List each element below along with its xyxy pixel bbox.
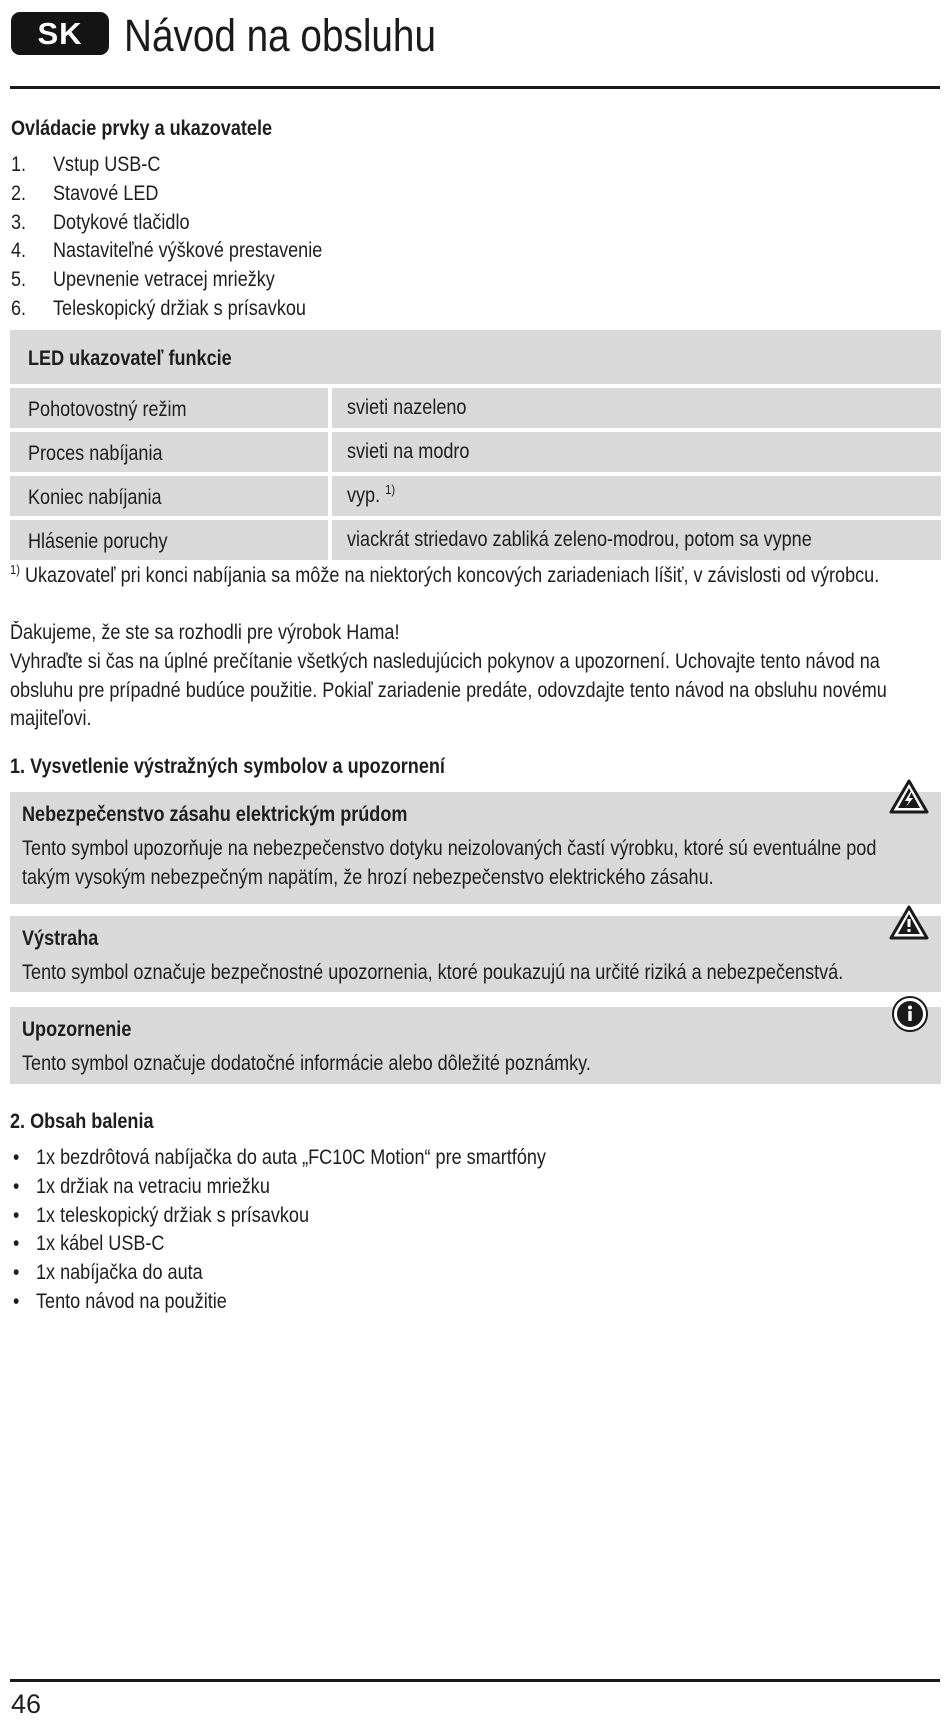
list-item-number: 6.	[11, 296, 27, 320]
footnote-mark: 1)	[10, 562, 20, 577]
table-cell-indication: viackrát striedavo zabliká zeleno-modrou, potom sa vypne	[347, 528, 812, 551]
intro-line: majiteľovi.	[10, 707, 92, 731]
bullet: •	[13, 1232, 20, 1256]
list-item-label: Dotykové tlačidlo	[53, 210, 190, 234]
table-row	[10, 516, 941, 560]
box-text: Tento symbol upozorňuje na nebezpečenstvo dotyku neizolovaných častí výrobku, ktoré sú eventuálne pod	[22, 837, 877, 860]
table-title: LED ukazovateľ funkcie	[28, 347, 232, 370]
bullet: •	[13, 1289, 20, 1313]
list-item-label: Vstup USB-C	[53, 153, 161, 176]
bullet: •	[13, 1261, 20, 1285]
column-divider	[328, 520, 332, 560]
table-cell-indication: svieti na modro	[347, 440, 470, 463]
page-number: 46	[11, 1689, 42, 1719]
list-item-number: 4.	[11, 239, 27, 263]
column-divider	[328, 388, 332, 428]
list-item-label: Stavové LED	[53, 181, 159, 205]
electric-hazard-icon	[889, 779, 929, 815]
box-text: Tento symbol označuje dodatočné informácie alebo dôležité poznámky.	[22, 1052, 591, 1075]
table-row	[10, 472, 941, 516]
box-title: Upozornenie	[22, 1018, 132, 1041]
table-cell-indication: svieti nazeleno	[347, 396, 467, 419]
header-rule	[10, 86, 940, 89]
intro-paragraph	[10, 618, 950, 733]
table-cell-state: Proces nabíjania	[28, 442, 163, 465]
led-indicator-table	[10, 330, 941, 560]
list-item-number: 1.	[11, 153, 27, 176]
section-1-title: 1. Vysvetlenie výstražných symbolov a upozornení	[10, 755, 445, 778]
electric-hazard-box	[10, 792, 941, 904]
controls-title: Ovládacie prvky a ukazovatele	[11, 117, 273, 140]
warning-box	[10, 916, 941, 992]
list-item-number: 3.	[11, 210, 27, 234]
bullet: •	[13, 1174, 20, 1198]
section-2-title: 2. Obsah balenia	[10, 1110, 154, 1133]
intro-line: obsluhu pre prípadné budúce použitie. Pokiaľ zariadenie predáte, odovzdajte tento návod na obsluhu novému	[10, 678, 887, 702]
box-title: Výstraha	[22, 927, 99, 950]
table-footnote: $^{1)}$ Ukazovateľ pri konci nabíjania sa môže na niektorých koncových zariadeniach líšiť, v závislosti od výrobcu.	[10, 562, 880, 587]
table-cell-indication: vyp. $^{1)}$	[347, 482, 396, 507]
box-title: Nebezpečenstvo zásahu elektrickým prúdom	[22, 803, 408, 826]
table-row	[10, 384, 941, 428]
column-divider	[328, 432, 332, 472]
list-item-number: 2.	[11, 181, 27, 205]
column-divider	[328, 476, 332, 516]
box-text: Tento symbol označuje bezpečnostné upozornenia, ktoré poukazujú na určité riziká a nebezpečenstvá.	[22, 961, 844, 984]
intro-thanks: Ďakujeme, že ste sa rozhodli pre výrobok Hama!	[10, 621, 400, 644]
table-header	[10, 330, 941, 384]
bullet: •	[13, 1146, 20, 1169]
document-title: Návod na obsluhu	[124, 10, 436, 61]
note-box	[10, 1007, 941, 1084]
info-icon	[891, 995, 929, 1033]
table-row	[10, 428, 941, 472]
language-badge: SK	[11, 12, 109, 55]
bullet: •	[13, 1203, 20, 1227]
list-item-label: Teleskopický držiak s prísavkou	[53, 296, 306, 320]
table-cell-state: Koniec nabíjania	[28, 486, 162, 509]
table-cell-state: Pohotovostný režim	[28, 398, 187, 421]
footer-rule	[10, 1679, 940, 1682]
list-item-number: 5.	[11, 268, 27, 292]
list-item-label: Nastaviteľné výškové prestavenie	[53, 239, 323, 263]
intro-line: Vyhraďte si čas na úplné prečítanie všetkých nasledujúcich pokynov a upozornení. Uchovajte tento návod na	[10, 649, 880, 673]
list-item-label: Upevnenie vetracej mriežky	[53, 268, 275, 292]
table-cell-state: Hlásenie poruchy	[28, 530, 168, 553]
footnote-reference: 1)	[385, 482, 396, 497]
box-text: takým vysokým nebezpečným napätím, že hrozí nebezpečenstvo elektrického zásahu.	[22, 866, 714, 889]
warning-icon	[889, 905, 929, 941]
